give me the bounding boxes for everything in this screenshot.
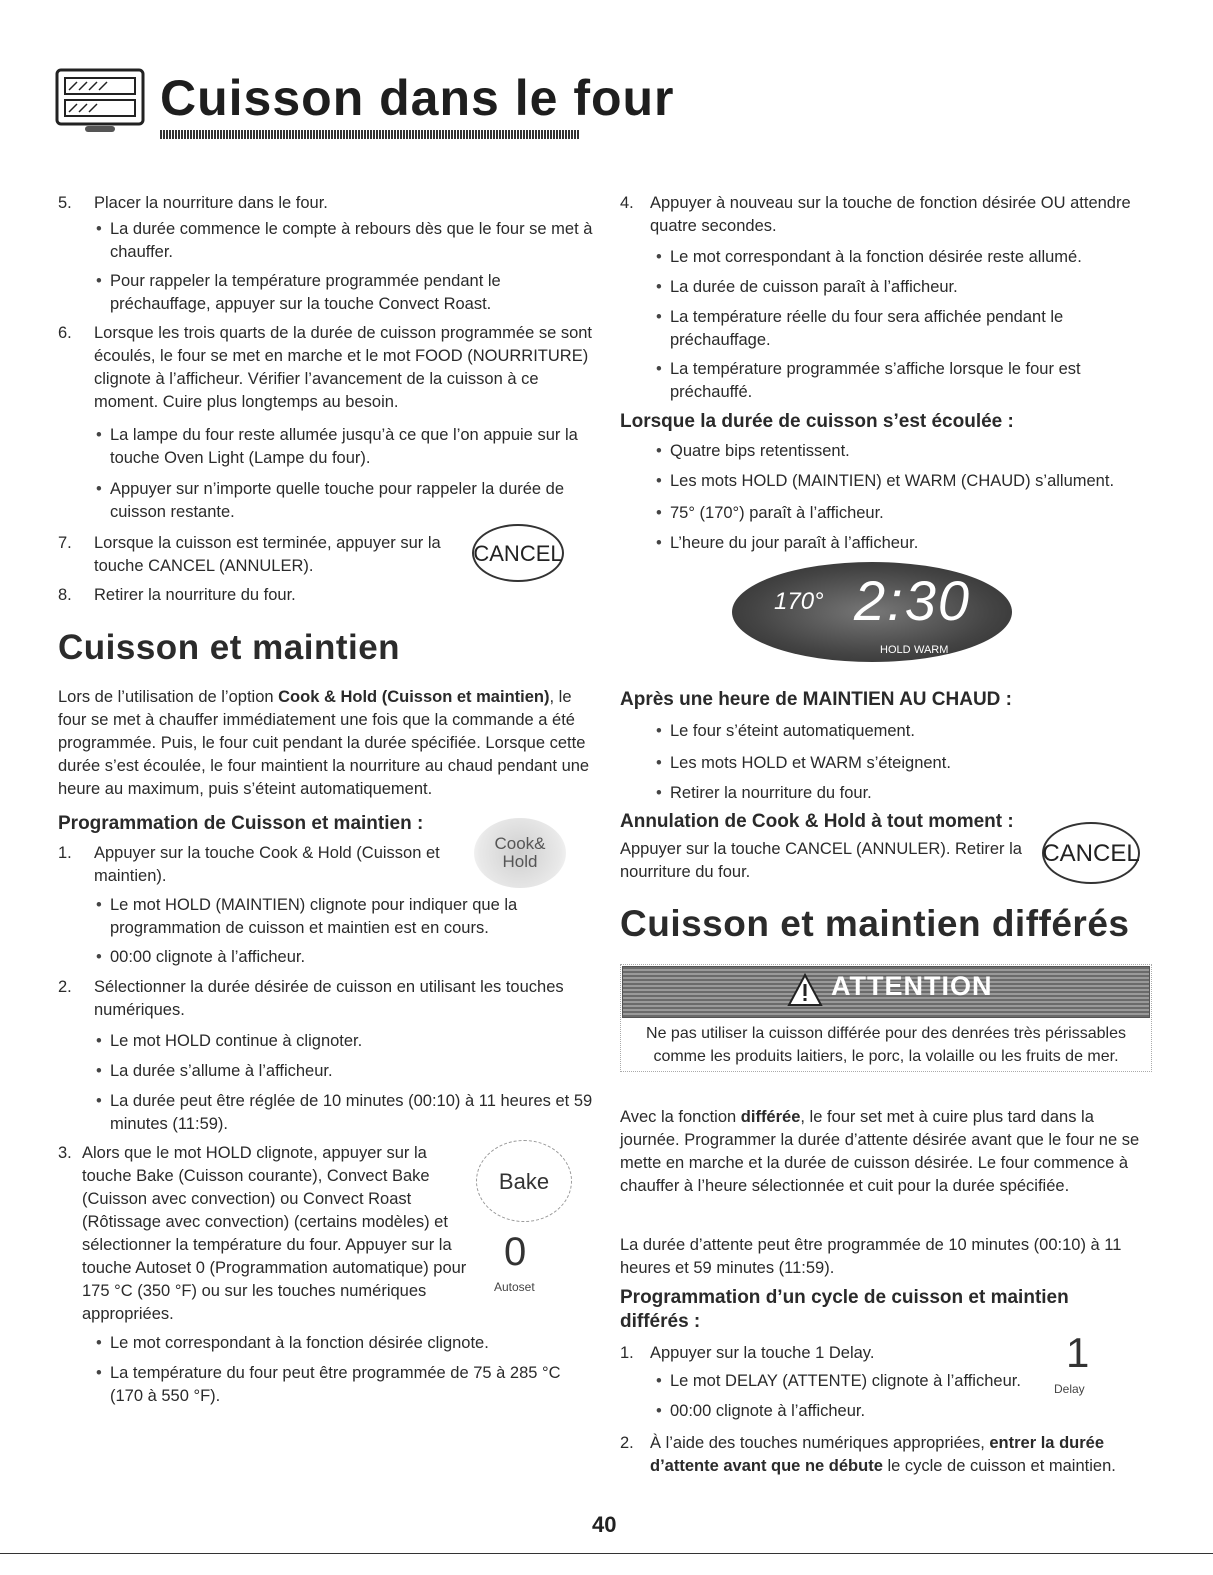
list-number: 8. (58, 586, 72, 604)
list-number: 2. (620, 1434, 634, 1452)
list-item: • Le mot HOLD continue à clignoter. (110, 1030, 600, 1053)
title-rule (160, 130, 580, 139)
list-number: 4. (620, 194, 634, 212)
list-number: 1. (58, 844, 72, 862)
list-item: • Les mots HOLD (MAINTIEN) et WARM (CHAUD) s’allument. (670, 470, 1160, 493)
cancel-key-icon: CANCEL (472, 524, 564, 582)
delay-range-paragraph: La durée d’attente peut être programmée de 10 minutes (00:10) à 11 heures et 59 minutes (11:59). (620, 1236, 1122, 1277)
list-item: Lorsque la cuisson est terminée, appuyer sur la touche CANCEL (ANNULER). (94, 534, 441, 575)
attention-banner (622, 966, 1150, 1018)
display-warm: WARM (914, 644, 949, 656)
list-item: Appuyer sur la touche Cook & Hold (Cuisson et maintien). (94, 844, 440, 885)
oven-icon (55, 68, 145, 136)
list-item: • Le mot correspondant à la fonction désirée reste allumé. (670, 246, 1150, 269)
list-number: 3. (58, 1144, 72, 1162)
list-item: À l’aide des touches numériques appropriées, entrer la durée d’attente avant que ne débute le cycle de cuisson et maintien. (650, 1434, 1116, 1475)
list-item: • Retirer la nourriture du four. (670, 782, 1150, 805)
display-time: 2:30 (854, 569, 971, 632)
cancel-key-icon: CANCEL (1042, 822, 1140, 884)
display-hold: HOLD (880, 644, 911, 656)
list-item: • La température réelle du four sera affichée pendant le préchauffage. (670, 306, 1150, 352)
list-item: Sélectionner la durée désirée de cuisson en utilisant les touches numériques. (94, 978, 564, 1019)
list-item: • La lampe du four reste allumée jusqu’à ce que l’on appuie sur la touche Oven Light (Lampe du four). (110, 424, 600, 470)
list-item: • Le mot correspondant à la fonction désirée clignote. (110, 1332, 600, 1355)
list-item: Lorsque les trois quarts de la durée de cuisson programmée se sont écoulés, le four se met en marche et le mot FOOD (NOURRITURE) clignote à l’afficheur. Vérifier l’avancement de la cuisson à ce moment. Cuire plus longtemps au besoin. (94, 324, 593, 411)
autoset-label: Autoset (494, 1280, 535, 1294)
list-item: • 75° (170°) paraît à l’afficheur. (670, 502, 1150, 525)
delay-paragraph: Avec la fonction différée, le four set met à cuire plus tard dans la journée. Programmer la durée d’attente désirée avant que le four ne se mette en marche et la durée de cuisson désirée. Le four commence à chauffer à l’heure sélectionnée et cuit pour la durée spécifiée. (620, 1108, 1140, 1195)
section-heading: Cuisson et maintien (58, 628, 401, 667)
subheading: Programmation d’un cycle de cuisson et maintien différés : (620, 1287, 1069, 1332)
delay-label: Delay (1054, 1382, 1085, 1396)
warning-icon (787, 973, 823, 1014)
list-item: Appuyer sur la touche 1 Delay. (650, 1344, 875, 1362)
list-item: • Appuyer sur n’importe quelle touche pour rappeler la durée de cuisson restante. (110, 478, 600, 524)
page-number: 40 (592, 1512, 617, 1537)
cancel-paragraph: Appuyer sur la touche CANCEL (ANNULER). Retirer la nourriture du four. (620, 840, 1022, 881)
list-item: • 00:00 clignote à l’afficheur. (670, 1400, 1050, 1423)
attention-label: ATTENTION (831, 971, 993, 1001)
list-item: Placer la nourriture dans le four. (94, 194, 328, 212)
list-item: • Le mot HOLD (MAINTIEN) clignote pour indiquer que la programmation de cuisson et maintien est en cours. (110, 894, 600, 940)
list-item: • La durée commence le compte à rebours dès que le four se met à chauffer. (110, 218, 600, 264)
list-item: • Le four s’éteint automatiquement. (670, 720, 1150, 743)
list-item: • La température programmée s’affiche lorsque le four est préchauffé. (670, 358, 1150, 404)
subheading: Après une heure de MAINTIEN AU CHAUD : (620, 689, 1012, 710)
bottom-rule (0, 1553, 1213, 1554)
section-heading: Cuisson et maintien différés (620, 903, 1130, 944)
list-item: • La température du four peut être programmée de 75 à 285 °C (170 à 550 °F). (110, 1362, 580, 1408)
display-temp: 170° (774, 588, 824, 615)
list-item: • Pour rappeler la température programmée pendant le préchauffage, appuyer sur la touche Convect Roast. (110, 270, 600, 316)
subheading: Lorsque la durée de cuisson s’est écoulée : (620, 411, 1014, 432)
list-item: • La durée peut être réglée de 10 minutes (00:10) à 11 heures et 59 minutes (11:59). (110, 1090, 600, 1136)
list-number: 6. (58, 324, 72, 342)
list-item: • La durée s’allume à l’afficheur. (110, 1060, 600, 1083)
delay-digit: 1 (1066, 1329, 1090, 1376)
list-number: 5. (58, 194, 72, 212)
cook-hold-key-icon: Cook& Hold (474, 818, 566, 888)
attention-text: Ne pas utiliser la cuisson différée pour des denrées très périssables comme les produits laitiers, le porc, la volaille ou les fruits de mer. (646, 1025, 1126, 1065)
list-item: • Le mot DELAY (ATTENTE) clignote à l’afficheur. (670, 1370, 1050, 1393)
list-item: • La durée de cuisson paraît à l’afficheur. (670, 276, 1150, 299)
list-item: Appuyer à nouveau sur la touche de fonction désirée OU attendre quatre secondes. (650, 194, 1131, 235)
list-item: • Les mots HOLD et WARM s’éteignent. (670, 752, 1150, 775)
subheading: Programmation de Cuisson et maintien : (58, 813, 424, 834)
intro-paragraph: Lors de l’utilisation de l’option Cook & Hold (Cuisson et maintien), le four se met à chauffer immédiatement une fois que la commande a été programmée. Puis, le four cuit pendant la durée spécifiée. Lorsque cette durée s’est écoulée, le four maintient la nourriture au chaud pendant une heure au maximum, puis s’éteint automatiquement. (58, 688, 590, 798)
list-item: Alors que le mot HOLD clignote, appuyer sur la touche Bake (Cuisson courante), Convect Bake (Cuisson avec convection) ou Convect Roast (Rôtissage avec convection) (certains modèles) et sélectionner la température du four. Appuyer sur la touche Autoset 0 (Programmation automatique) pour 175 °C (350 °F) ou sur les touches numériques appropriées. (82, 1144, 467, 1323)
list-item: Retirer la nourriture du four. (94, 586, 296, 604)
list-number: 1. (620, 1344, 634, 1362)
bake-key-icon: Bake (476, 1140, 572, 1222)
list-item: • Quatre bips retentissent. (670, 440, 1150, 463)
oven-display (732, 562, 1012, 662)
autoset-digit: 0 (504, 1230, 527, 1274)
list-number: 7. (58, 534, 72, 552)
list-item: • L’heure du jour paraît à l’afficheur. (670, 532, 1150, 555)
list-number: 2. (58, 978, 72, 996)
list-item: • 00:00 clignote à l’afficheur. (110, 946, 600, 969)
page-title: Cuisson dans le four (160, 70, 675, 126)
subheading: Annulation de Cook & Hold à tout moment : (620, 811, 1014, 832)
